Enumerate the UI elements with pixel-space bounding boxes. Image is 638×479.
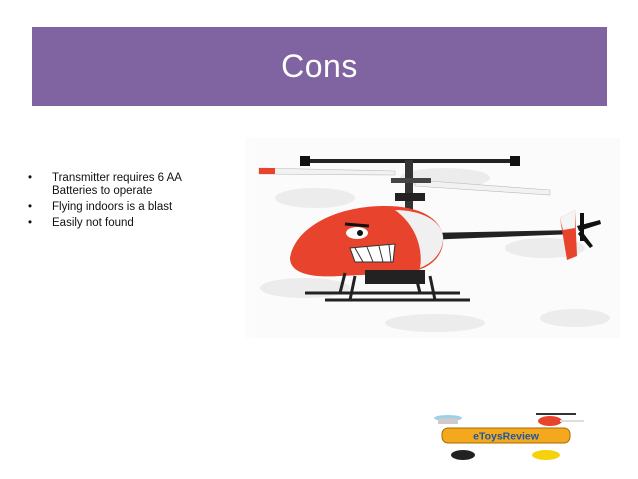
- drone-icon: [434, 415, 462, 424]
- bullet-icon: •: [28, 217, 33, 229]
- bullet-text: Flying indoors is a blast: [52, 201, 173, 213]
- bullet-list: [28, 172, 218, 233]
- badge-text: eToysReview: [473, 430, 539, 443]
- list-item: [28, 201, 218, 214]
- list-item: [28, 172, 218, 198]
- bullet-text: Easily not found: [52, 217, 134, 229]
- toys-review-badge: [418, 408, 602, 464]
- helicopter-photo: [245, 138, 620, 338]
- slide-title: Cons: [281, 48, 358, 84]
- bullet-icon: •: [28, 201, 33, 213]
- slide-title-bar: [32, 27, 607, 106]
- bullet-text: Transmitter requires 6 AA Batteries to operate: [52, 172, 182, 197]
- list-item: [28, 217, 218, 230]
- bullet-icon: •: [28, 172, 33, 184]
